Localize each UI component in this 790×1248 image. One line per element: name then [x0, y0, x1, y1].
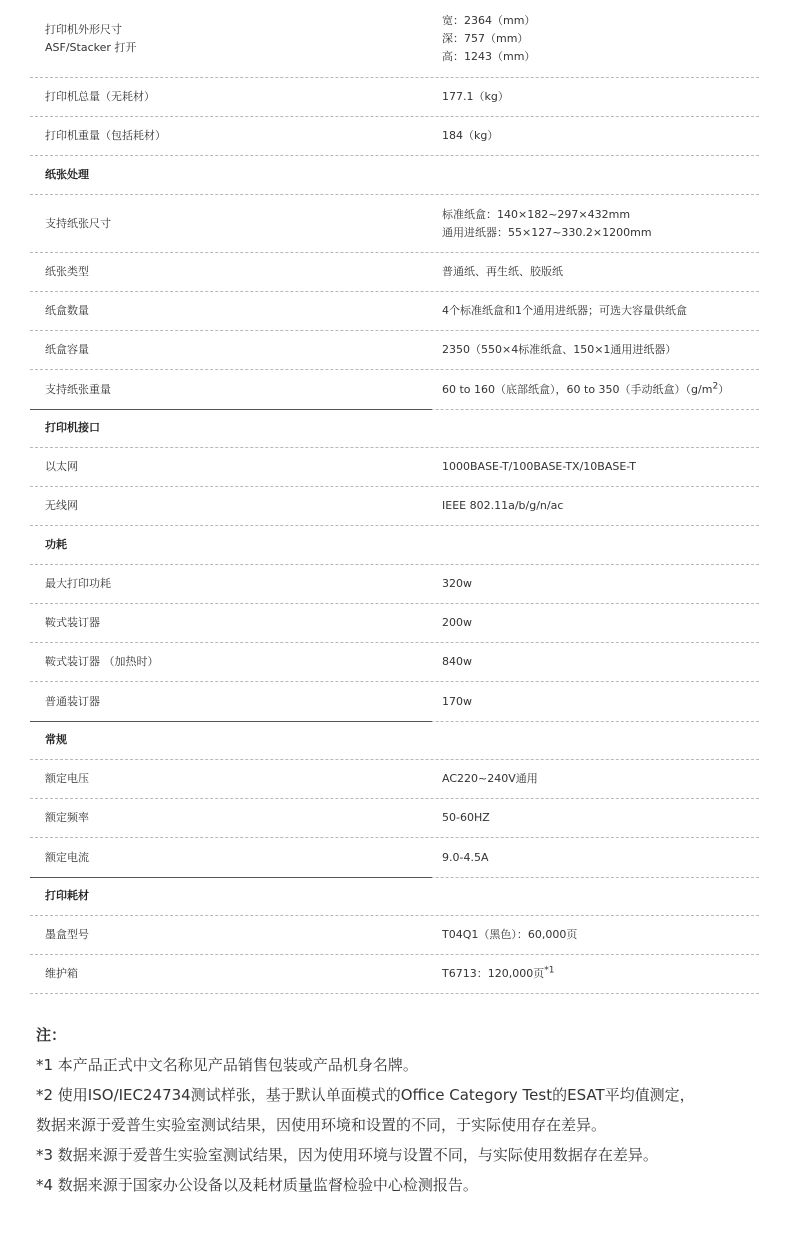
label-line: 支持纸张重量 [45, 382, 111, 396]
spec-value [428, 341, 759, 359]
spec-row [30, 760, 759, 799]
value-line: 深：757（mm） [442, 31, 529, 45]
label-line: 打印耗材 [45, 889, 89, 902]
value-line: IEEE 802.11a/b/g/n/ac [442, 499, 564, 512]
value-line: 50-60HZ [442, 811, 490, 824]
label-line: 墨盒型号 [45, 928, 89, 941]
spec-row [30, 117, 759, 156]
label-line: 功耗 [45, 538, 67, 551]
spec-value [428, 302, 759, 320]
superscript: *1 [544, 965, 555, 976]
section-title [30, 419, 428, 437]
value-line: 通用进纸器：55×127~330.2×1200mm [442, 225, 652, 239]
spec-label [30, 653, 428, 671]
value-line: T6713：120,000页$^{*1}$ [442, 965, 555, 980]
label-line: 打印机总量（无耗材） [45, 90, 155, 103]
spec-value [428, 12, 759, 66]
label-line: 纸盒数量 [45, 304, 89, 317]
section-title [30, 536, 428, 554]
value-line: T04Q1（黑色）：60,000页 [442, 928, 578, 941]
spec-label [30, 88, 428, 106]
notes-section [36, 1020, 756, 1200]
spec-label [30, 693, 428, 711]
spec-value [428, 653, 759, 671]
spec-label [30, 263, 428, 281]
value-line: AC220~240V通用 [442, 772, 538, 785]
label-line: 普通装订器 [45, 694, 100, 708]
label-line: ASF/Stacker 打开 [45, 40, 137, 54]
label-line: 常规 [45, 733, 67, 746]
label-line: 打印机外形尺寸 [45, 22, 122, 36]
spec-label [30, 127, 428, 145]
spec-row [30, 195, 759, 253]
label-line: 鞍式装订器 [45, 616, 100, 629]
value-line: 1000BASE-T/100BASE-TX/10BASE-T [442, 460, 636, 473]
spec-label [30, 849, 428, 867]
spec-label [30, 614, 428, 632]
label-line: 额定电流 [45, 850, 89, 864]
section-header [30, 877, 759, 916]
label-line: 鞍式装订器 （加热时） [45, 655, 159, 668]
spec-value [428, 263, 759, 281]
label-line: 最大打印功耗 [45, 577, 111, 590]
label-line: 额定频率 [45, 811, 89, 824]
value-line: 60 to 160（底部纸盒），60 to 350（手动纸盒）$(g/m^2)$ [442, 380, 730, 396]
spec-row [30, 0, 759, 78]
spec-value [428, 926, 759, 944]
spec-label [30, 341, 428, 359]
value-line: 普通纸、再生纸、胶版纸 [442, 265, 563, 278]
notes-title: 注： [36, 1026, 67, 1044]
spec-value [428, 614, 759, 632]
spec-value [428, 965, 759, 983]
label-line: 以太网 [45, 460, 78, 473]
label-line: 无线网 [45, 499, 78, 512]
note-item: *3 数据来源于爱普生实验室测试结果，因为使用环境与设置不同，与实际使用数据存在差异。 [36, 1146, 658, 1164]
note-item: *1 本产品正式中文名称见产品销售包装或产品机身名牌。 [36, 1056, 418, 1074]
spec-label [30, 965, 428, 983]
label-line: 打印机接口 [45, 421, 100, 434]
label-line: 纸张类型 [45, 265, 89, 278]
spec-row [30, 604, 759, 643]
spec-value [428, 127, 759, 145]
spec-row [30, 838, 759, 877]
section-header [30, 721, 759, 760]
section-header [30, 526, 759, 565]
spec-row [30, 370, 759, 409]
spec-value [428, 497, 759, 515]
section-header [30, 156, 759, 195]
label-line: 纸盒容量 [45, 343, 89, 356]
section-title [30, 887, 428, 905]
spec-value [428, 809, 759, 827]
note-item: 数据来源于爱普生实验室测试结果，因使用环境和设置的不同，于实际使用存在差异。 [36, 1116, 607, 1134]
spec-label [30, 926, 428, 944]
spec-label [30, 458, 428, 476]
spec-row [30, 682, 759, 721]
value-line: 标准纸盒：140×182~297×432mm [442, 207, 631, 221]
value-line: 4个标准纸盒和1个通用进纸器；可选大容量供纸盒 [442, 304, 687, 317]
value-line: 宽：2364（mm） [442, 13, 536, 27]
label-line: 额定电压 [45, 772, 89, 785]
value-line: 840w [442, 655, 472, 668]
label-line: 支持纸张尺寸 [45, 216, 111, 230]
spec-label [30, 21, 428, 57]
spec-label [30, 381, 428, 399]
spec-row [30, 331, 759, 370]
spec-value [428, 88, 759, 106]
spec-row [30, 799, 759, 838]
spec-row [30, 487, 759, 526]
spec-table [30, 0, 759, 994]
spec-label [30, 497, 428, 515]
value-line: 170w [442, 694, 472, 708]
spec-value [428, 770, 759, 788]
value-line: 320w [442, 577, 472, 590]
value-line: 200w [442, 616, 472, 629]
value-line: 高：1243（mm） [442, 49, 536, 63]
spec-row [30, 643, 759, 682]
spec-value [428, 206, 759, 242]
spec-row [30, 916, 759, 955]
value-line: 177.1（kg） [442, 90, 509, 103]
label-line: 打印机重量（包括耗材） [45, 129, 166, 142]
spec-row [30, 955, 759, 994]
spec-row [30, 253, 759, 292]
section-header [30, 409, 759, 448]
spec-row [30, 292, 759, 331]
spec-row [30, 78, 759, 117]
section-title [30, 731, 428, 749]
label-line: 纸张处理 [45, 168, 89, 181]
spec-value [428, 849, 759, 867]
spec-row [30, 448, 759, 487]
value-line: 2350（550×4标准纸盒、150×1通用进纸器） [442, 343, 677, 356]
spec-label [30, 302, 428, 320]
value-line: 184（kg） [442, 129, 499, 142]
spec-value [428, 381, 759, 399]
spec-label [30, 770, 428, 788]
spec-label [30, 575, 428, 593]
label-line: 维护箱 [45, 967, 78, 980]
spec-value [428, 693, 759, 711]
spec-label [30, 215, 428, 233]
superscript: 2 [712, 380, 719, 391]
spec-value [428, 458, 759, 476]
spec-value [428, 575, 759, 593]
section-title [30, 166, 428, 184]
spec-row [30, 565, 759, 604]
spec-label [30, 809, 428, 827]
value-line: 9.0-4.5A [442, 850, 489, 864]
note-item: *2 使用ISO/IEC24734测试样张，基于默认单面模式的Office Category Test的ESAT平均值测定， [36, 1086, 695, 1104]
note-item: *4 数据来源于国家办公设备以及耗材质量监督检验中心检测报告。 [36, 1176, 478, 1194]
